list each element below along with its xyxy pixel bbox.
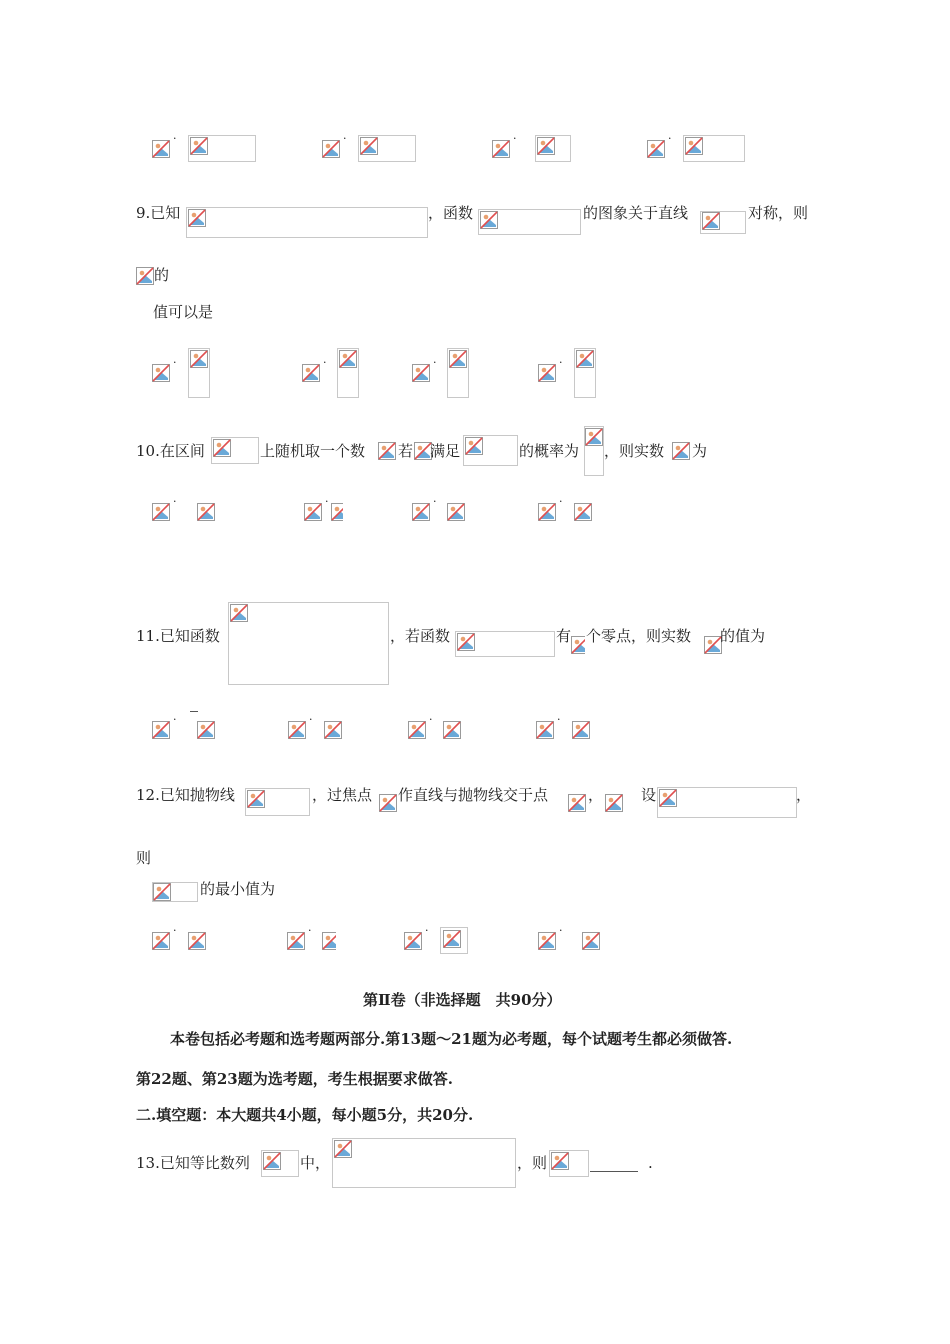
q10-text: 为 [692,442,708,460]
broken-image-icon [412,364,430,382]
q12-text: 设 [641,786,657,804]
broken-image-icon [605,794,623,812]
option-dot: · [559,924,563,937]
broken-image-icon [647,140,665,158]
broken-image-icon [152,503,170,521]
broken-image-icon [574,503,592,521]
broken-image-icon [263,1152,281,1170]
broken-image-icon [457,633,475,651]
broken-image-icon [702,212,720,230]
broken-image-icon [443,721,461,739]
broken-image-icon [339,350,357,368]
q11-text: 个零点，则实数 [586,627,692,645]
q11-text: ，若函数 [390,627,451,645]
broken-image-icon [152,721,170,739]
q11-text: 有 [556,627,572,645]
broken-image-icon [322,140,340,158]
broken-image-icon [576,350,594,368]
broken-image-icon [582,932,600,950]
broken-image-icon [492,140,510,158]
option-dot: · [513,132,517,145]
q13-text: . [648,1154,653,1172]
broken-image-icon [538,503,556,521]
q12-text: ， [588,786,604,804]
broken-image-icon [685,137,703,155]
formula-image-box [186,207,428,238]
q9-text: 的 [154,266,170,284]
broken-image-icon [136,267,154,285]
broken-image-icon [304,503,322,521]
q12-text: 的最小值为 [200,880,276,898]
option-dot: · [173,713,177,726]
option-dot: · [559,495,563,508]
broken-image-icon [334,1140,352,1158]
broken-image-icon [302,364,320,382]
q9-prefix: 9.已知 [136,204,181,222]
option-dot: · [173,132,177,145]
answer-underline [190,711,198,712]
q13-text: ，则 [517,1154,548,1172]
option-dot: · [323,356,327,369]
broken-image-icon [408,721,426,739]
broken-image-icon [188,209,206,227]
q12-prefix: 12.已知抛物线 [136,786,235,804]
broken-image-icon [538,364,556,382]
broken-image-icon [572,721,590,739]
broken-image-icon [672,442,690,460]
broken-image-icon [197,503,215,521]
option-dot: · [325,495,329,508]
formula-image-box [228,602,389,685]
option-dot: · [173,356,177,369]
option-dot: · [429,713,433,726]
broken-image-icon [197,721,215,739]
broken-image-icon [331,503,343,521]
broken-image-icon [571,636,585,654]
part2-title: 第Ⅱ卷（非选择题 共90分） [363,991,562,1009]
q12-text: 作直线与抛物线交于点 [398,786,549,804]
q11-prefix: 11.已知函数 [136,627,220,645]
option-dot: · [433,495,437,508]
q9-text: 对称，则 [748,204,809,222]
option-dot: · [343,132,347,145]
option-dot: · [668,132,672,145]
broken-image-icon [322,932,336,950]
broken-image-icon [551,1152,569,1170]
q10-text: 的概率为 [519,442,580,460]
broken-image-icon [536,721,554,739]
broken-image-icon [153,883,171,901]
broken-image-icon [152,140,170,158]
broken-image-icon [568,794,586,812]
part2-intro: 第22题、第23题为选考题，考生根据要求做答. [136,1070,453,1088]
broken-image-icon [480,211,498,229]
broken-image-icon [537,137,555,155]
q10-text: 若 [398,442,414,460]
q13-text: 中， [300,1154,331,1172]
option-dot: · [173,495,177,508]
q10-text: ，则实数 [604,442,665,460]
q9-text: 值可以是 [153,303,214,321]
q10-text: 上随机取一个数 [260,442,366,460]
broken-image-icon [585,428,603,446]
broken-image-icon [287,932,305,950]
broken-image-icon [190,350,208,368]
option-dot: · [425,924,429,937]
q10-text: 满足 [430,442,461,460]
option-dot: · [308,924,312,937]
part2-intro: 本卷包括必考题和选考题两部分.第13题～21题为必考题，每个试题考生都必须做答. [170,1030,733,1048]
broken-image-icon [213,439,231,457]
q9-text: ，函数 [428,204,474,222]
formula-image-box [657,787,797,818]
option-dot: · [433,356,437,369]
broken-image-icon [324,721,342,739]
formula-image-box [332,1138,516,1188]
q11-text: 的值为 [720,627,766,645]
broken-image-icon [188,932,206,950]
option-dot: · [557,713,561,726]
broken-image-icon [152,932,170,950]
broken-image-icon [152,364,170,382]
section-heading: 二.填空题：本大题共4小题，每小题5分，共20分. [136,1106,474,1124]
q12-text: ， [796,786,812,804]
q9-text: 的图象关于直线 [583,204,689,222]
broken-image-icon [443,930,461,948]
broken-image-icon [404,932,422,950]
broken-image-icon [538,932,556,950]
answer-blank[interactable] [590,1171,638,1172]
broken-image-icon [412,503,430,521]
option-dot: · [173,924,177,937]
option-dot: · [309,713,313,726]
broken-image-icon [378,442,396,460]
broken-image-icon [190,137,208,155]
broken-image-icon [360,137,378,155]
broken-image-icon [379,794,397,812]
option-dot: · [559,356,563,369]
q12-text: ，过焦点 [312,786,373,804]
q13-prefix: 13.已知等比数列 [136,1154,250,1172]
q10-prefix: 10.在区间 [136,442,205,460]
broken-image-icon [449,350,467,368]
broken-image-icon [447,503,465,521]
broken-image-icon [465,437,483,455]
q12-text: 则 [136,849,152,867]
broken-image-icon [230,604,248,622]
broken-image-icon [288,721,306,739]
broken-image-icon [247,790,265,808]
broken-image-icon [659,789,677,807]
